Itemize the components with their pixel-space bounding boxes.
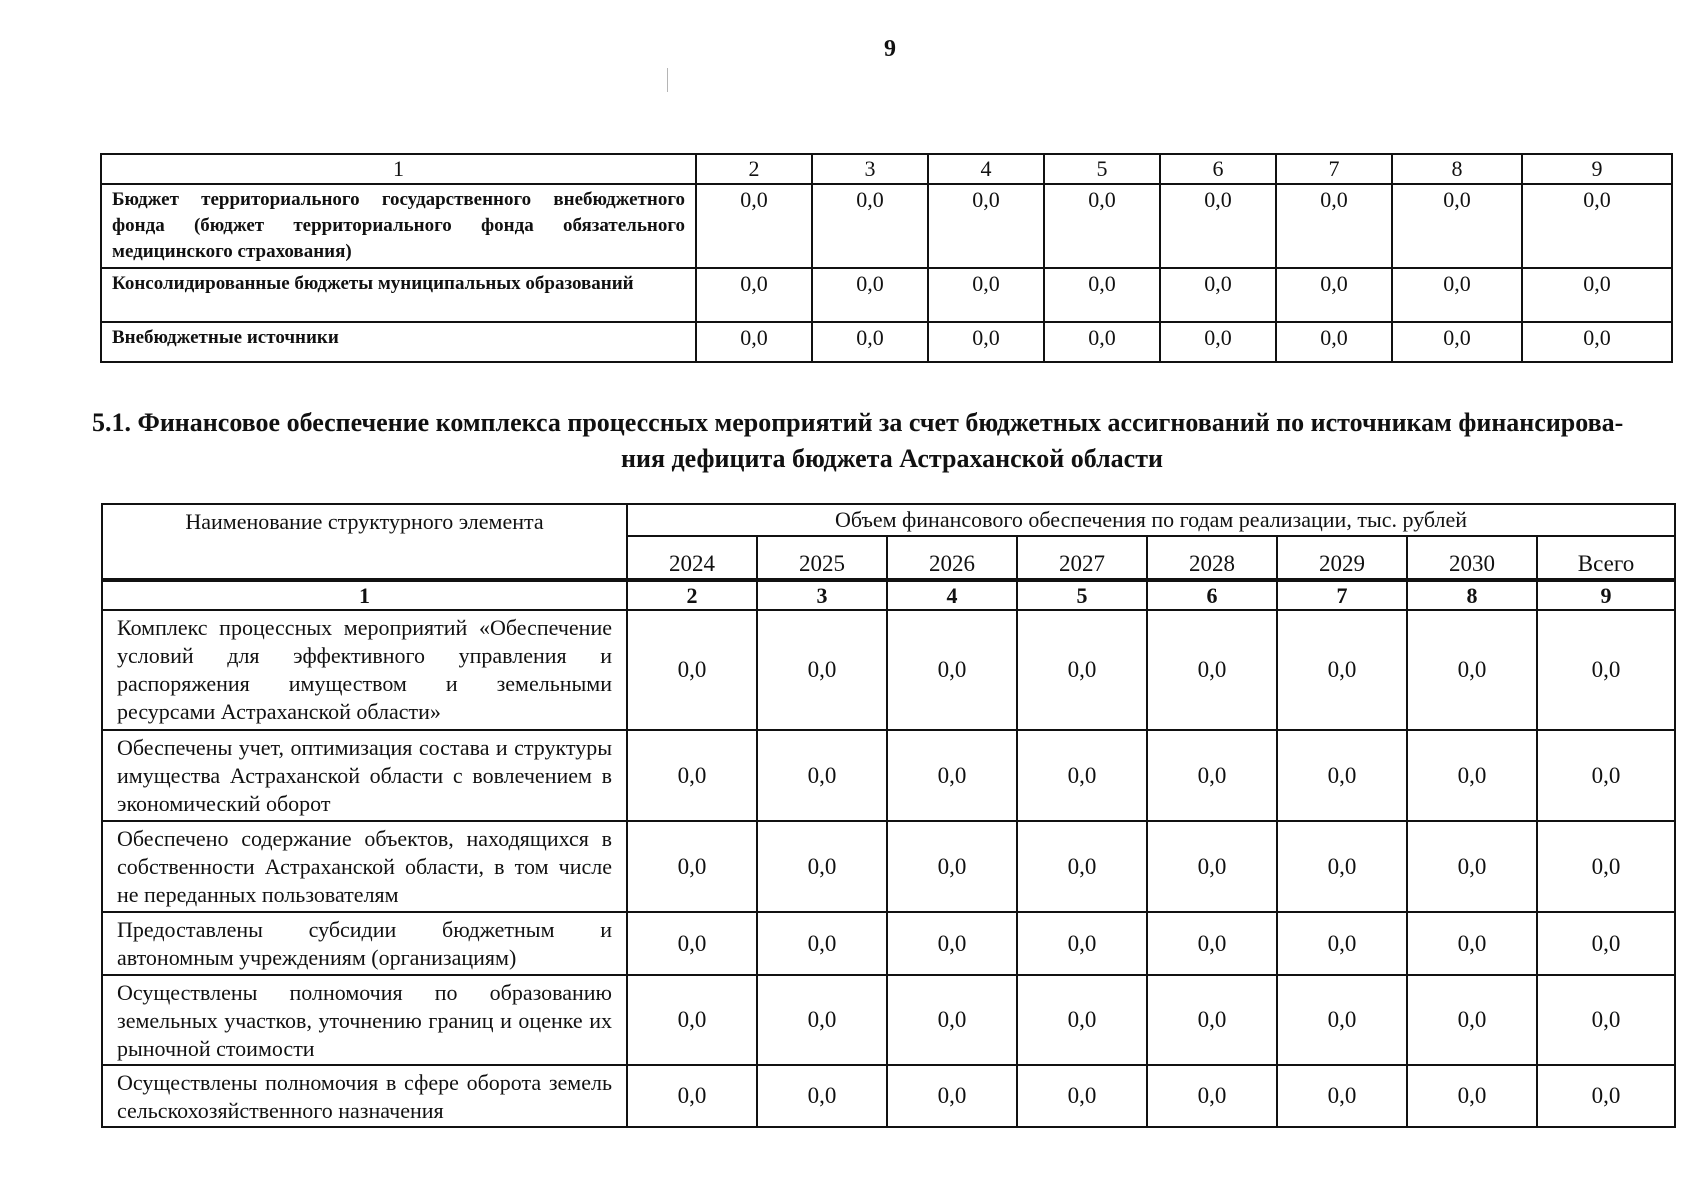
value-cell: 0,0 (812, 322, 928, 362)
column-number: 8 (1407, 580, 1537, 610)
column-number: 6 (1147, 580, 1277, 610)
row-name: Осуществлены полномочия по образованию земельных участков, уточнению границ и оценке их рыночной стоимости (102, 975, 627, 1065)
financing-table (101, 503, 1676, 1128)
value-cell: 0,0 (1407, 912, 1537, 975)
value-cell: 0,0 (1276, 268, 1392, 322)
value-cell: 0,0 (627, 975, 757, 1065)
value-cell: 0,0 (1392, 184, 1522, 268)
value-cell: 0,0 (627, 730, 757, 821)
value-cell: 0,0 (812, 184, 928, 268)
table-row (101, 268, 1672, 322)
value-cell: 0,0 (928, 322, 1044, 362)
value-cell: 0,0 (1147, 975, 1277, 1065)
row-name: Обеспечены учет, оптимизация состава и структуры имущества Астраханской области с вовлечением в экономический оборот (102, 730, 627, 821)
value-cell: 0,0 (627, 1065, 757, 1127)
value-cell: 0,0 (1160, 322, 1276, 362)
value-cell: 0,0 (757, 730, 887, 821)
value-cell: 0,0 (1392, 322, 1522, 362)
row-name: Консолидированные бюджеты муниципальных образований (101, 268, 696, 322)
value-cell: 0,0 (812, 268, 928, 322)
table1-header-cell: 1 (101, 154, 696, 184)
value-cell: 0,0 (1277, 730, 1407, 821)
table1-header-cell: 9 (1522, 154, 1672, 184)
year-header: 2028 (1147, 536, 1277, 580)
value-cell: 0,0 (1407, 610, 1537, 730)
value-cell: 0,0 (1017, 975, 1147, 1065)
value-cell: 0,0 (757, 821, 887, 912)
table1-header-row (101, 154, 1672, 184)
year-header: 2026 (887, 536, 1017, 580)
value-cell: 0,0 (757, 610, 887, 730)
year-header: 2027 (1017, 536, 1147, 580)
value-cell: 0,0 (1522, 322, 1672, 362)
value-cell: 0,0 (1537, 912, 1675, 975)
value-cell: 0,0 (1277, 610, 1407, 730)
value-cell: 0,0 (887, 730, 1017, 821)
value-cell: 0,0 (1537, 975, 1675, 1065)
column-number: 5 (1017, 580, 1147, 610)
column-number: 2 (627, 580, 757, 610)
value-cell: 0,0 (696, 184, 812, 268)
row-name: Бюджет территориального государственного внебюджетного фонда (бюджет территориального фонда обязательного медицинского страхования) (101, 184, 696, 268)
value-cell: 0,0 (1407, 975, 1537, 1065)
value-cell: 0,0 (757, 975, 887, 1065)
column-number: 7 (1277, 580, 1407, 610)
section-heading-line: 5.1. Финансовое обеспечение комплекса процессных мероприятий за счет бюджетных ассигнований по источникам финансирова- (92, 408, 1624, 437)
value-cell: 0,0 (1017, 610, 1147, 730)
table1-header-cell: 2 (696, 154, 812, 184)
funding-sources-table (100, 153, 1673, 363)
value-cell: 0,0 (696, 268, 812, 322)
value-cell: 0,0 (1160, 184, 1276, 268)
value-cell: 0,0 (1044, 184, 1160, 268)
value-cell: 0,0 (1044, 268, 1160, 322)
column-numbers-row (102, 580, 1675, 610)
value-cell: 0,0 (1537, 730, 1675, 821)
page-number: 9 (884, 36, 896, 62)
value-cell: 0,0 (887, 610, 1017, 730)
section-heading-line: ния дефицита бюджета Астраханской области (621, 444, 1163, 473)
value-cell: 0,0 (1276, 322, 1392, 362)
value-cell: 0,0 (928, 268, 1044, 322)
table1-header-cell: 3 (812, 154, 928, 184)
table-row (102, 912, 1675, 975)
value-cell: 0,0 (1277, 912, 1407, 975)
year-header: 2025 (757, 536, 887, 580)
value-cell: 0,0 (1407, 730, 1537, 821)
table1-header-cell: 5 (1044, 154, 1160, 184)
column-number: 1 (102, 580, 627, 610)
column-number: 4 (887, 580, 1017, 610)
row-name: Осуществлены полномочия в сфере оборота земель сельскохозяйственного назначения (102, 1065, 627, 1127)
table1-header-cell: 6 (1160, 154, 1276, 184)
value-cell: 0,0 (1537, 821, 1675, 912)
value-cell: 0,0 (627, 821, 757, 912)
value-cell: 0,0 (1147, 821, 1277, 912)
value-cell: 0,0 (757, 912, 887, 975)
value-cell: 0,0 (1276, 184, 1392, 268)
column-number: 9 (1537, 580, 1675, 610)
value-cell: 0,0 (1407, 1065, 1537, 1127)
value-cell: 0,0 (627, 912, 757, 975)
row-name: Предоставлены субсидии бюджетным и автономным учреждениям (организациям) (102, 912, 627, 975)
value-cell: 0,0 (1017, 730, 1147, 821)
value-cell: 0,0 (1277, 975, 1407, 1065)
table2-header-row (102, 504, 1675, 536)
table-row (101, 322, 1672, 362)
row-name: Обеспечено содержание объектов, находящихся в собственности Астраханской области, в том числе не переданных пользователям (102, 821, 627, 912)
value-cell: 0,0 (887, 821, 1017, 912)
table-row (101, 184, 1672, 268)
section-heading (92, 405, 1692, 477)
value-cell: 0,0 (1522, 268, 1672, 322)
value-cell: 0,0 (887, 912, 1017, 975)
year-header: 2024 (627, 536, 757, 580)
value-cell: 0,0 (696, 322, 812, 362)
value-cell: 0,0 (1017, 912, 1147, 975)
value-cell: 0,0 (1017, 1065, 1147, 1127)
table1-header-cell: 7 (1276, 154, 1392, 184)
year-header: 2030 (1407, 536, 1537, 580)
value-cell: 0,0 (757, 1065, 887, 1127)
table-row (102, 821, 1675, 912)
column-header-volume: Объем финансового обеспечения по годам реализации, тыс. рублей (627, 504, 1675, 536)
value-cell: 0,0 (1044, 322, 1160, 362)
value-cell: 0,0 (1277, 1065, 1407, 1127)
value-cell: 0,0 (1147, 730, 1277, 821)
value-cell: 0,0 (1392, 268, 1522, 322)
year-header: 2029 (1277, 536, 1407, 580)
table1-header-cell: 4 (928, 154, 1044, 184)
total-header: Всего (1537, 536, 1675, 580)
row-name: Внебюджетные источники (101, 322, 696, 362)
row-name: Комплекс процессных мероприятий «Обеспечение условий для эффективного управления и распоряжения имуществом и земельными ресурсами Астраханской области» (102, 610, 627, 730)
value-cell: 0,0 (1017, 821, 1147, 912)
value-cell: 0,0 (1160, 268, 1276, 322)
margin-mark (667, 68, 668, 92)
column-number: 3 (757, 580, 887, 610)
table-row (102, 610, 1675, 730)
column-header-name: Наименование структурного элемента (102, 504, 627, 580)
value-cell: 0,0 (1147, 912, 1277, 975)
table1-header-cell: 8 (1392, 154, 1522, 184)
value-cell: 0,0 (1407, 821, 1537, 912)
value-cell: 0,0 (887, 1065, 1017, 1127)
value-cell: 0,0 (627, 610, 757, 730)
table-row (102, 1065, 1675, 1127)
value-cell: 0,0 (1277, 821, 1407, 912)
value-cell: 0,0 (1147, 610, 1277, 730)
value-cell: 0,0 (928, 184, 1044, 268)
value-cell: 0,0 (1537, 610, 1675, 730)
table-row (102, 730, 1675, 821)
table-row (102, 975, 1675, 1065)
value-cell: 0,0 (1147, 1065, 1277, 1127)
value-cell: 0,0 (1537, 1065, 1675, 1127)
value-cell: 0,0 (887, 975, 1017, 1065)
value-cell: 0,0 (1522, 184, 1672, 268)
